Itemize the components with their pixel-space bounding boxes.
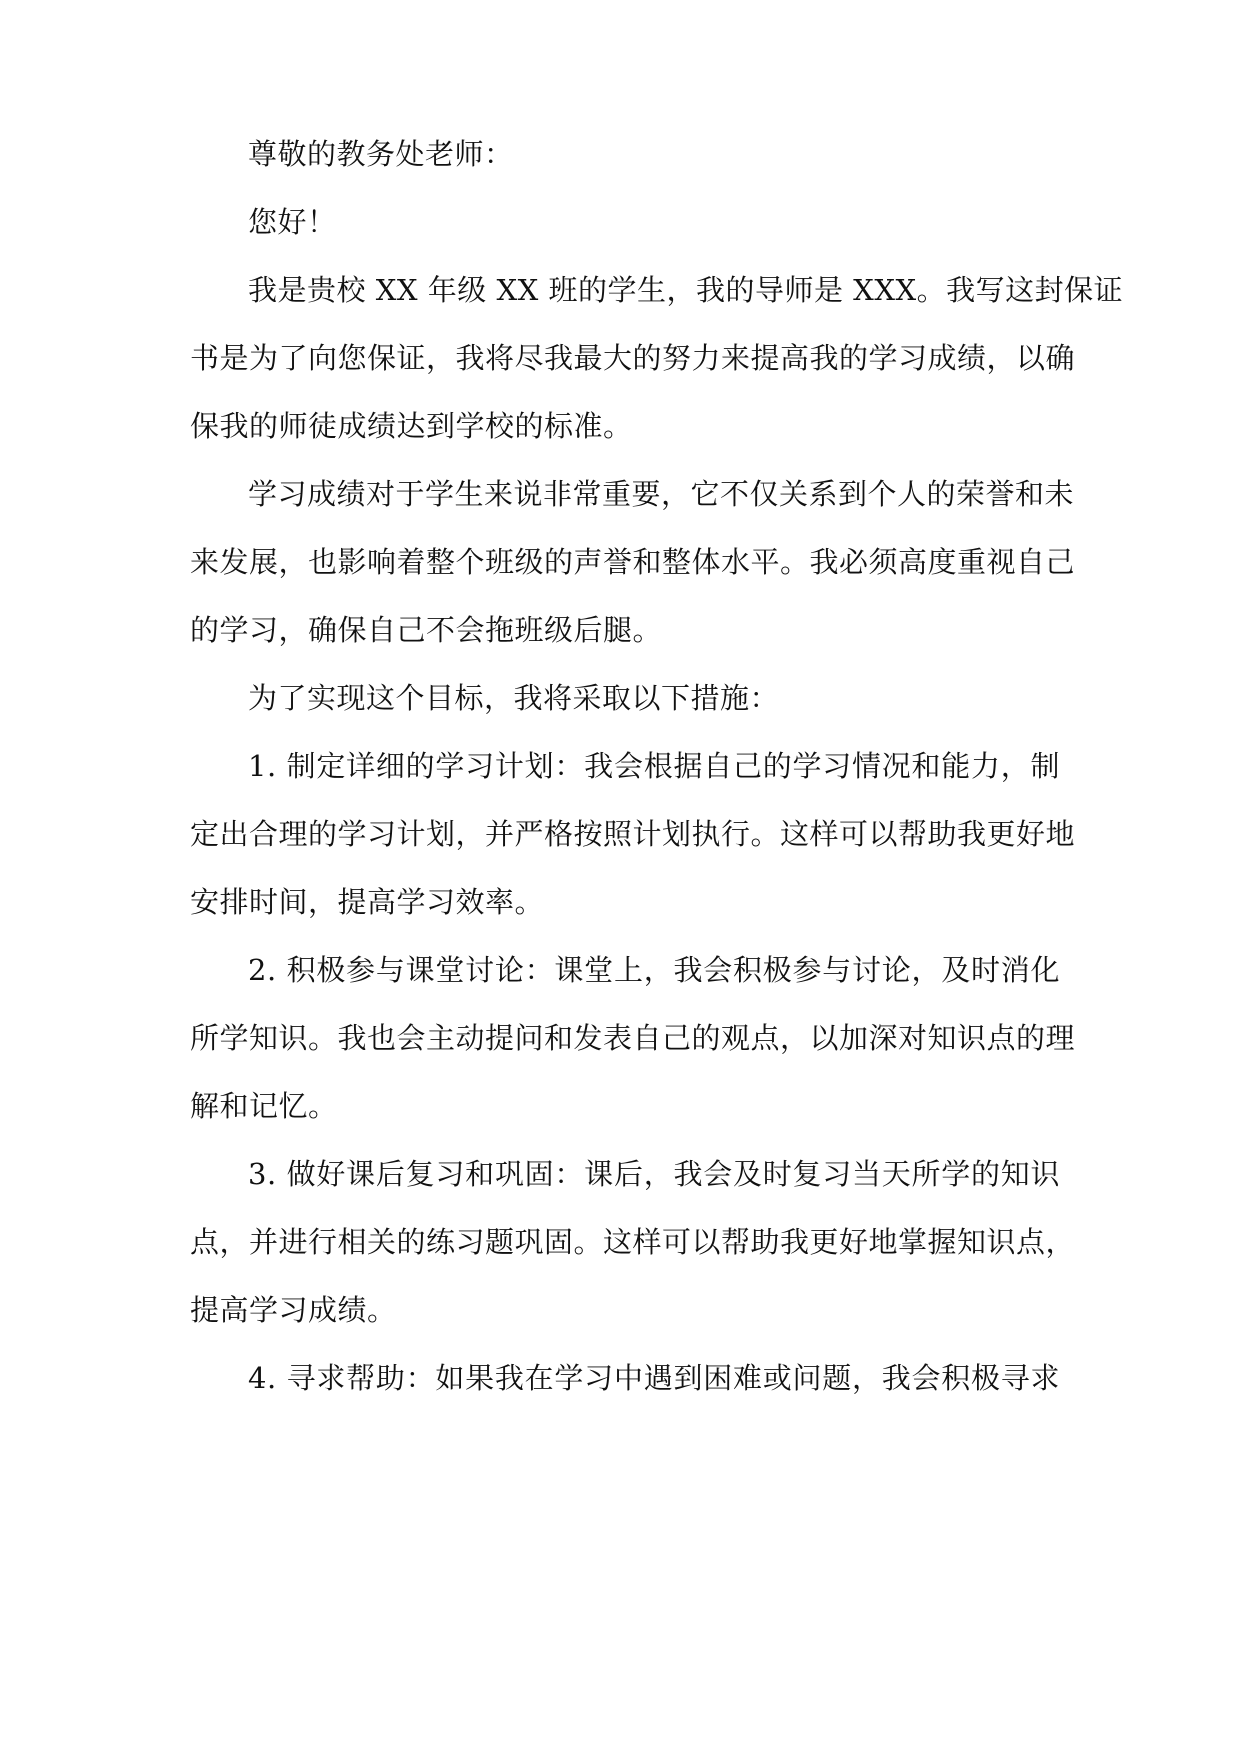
list-item-line: 4. 寻求帮助：如果我在学习中遇到困难或问题，我会积极寻求 <box>248 1361 1060 1395</box>
list-item-line: 1. 制定详细的学习计划：我会根据自己的学习情况和能力，制 <box>248 749 1060 783</box>
list-item-line: 所学知识。我也会主动提问和发表自己的观点，以加深对知识点的理 <box>190 1021 1076 1055</box>
list-item-line: 安排时间，提高学习效率。 <box>190 885 545 919</box>
paragraph-line: 为了实现这个目标，我将采取以下措施： <box>248 681 780 715</box>
list-item-line: 点，并进行相关的练习题巩固。这样可以帮助我更好地掌握知识点， <box>190 1225 1076 1259</box>
list-item-line: 解和记忆。 <box>190 1089 338 1123</box>
paragraph-line: 学习成绩对于学生来说非常重要，它不仅关系到个人的荣誉和未 <box>248 477 1075 511</box>
list-item-line: 3. 做好课后复习和巩固：课后，我会及时复习当天所学的知识 <box>248 1157 1060 1191</box>
list-item-line: 2. 积极参与课堂讨论：课堂上，我会积极参与讨论，及时消化 <box>248 953 1060 987</box>
paragraph-line: 保我的师徒成绩达到学校的标准。 <box>190 409 633 443</box>
salutation: 尊敬的教务处老师： <box>248 137 514 171</box>
greeting: 您好！ <box>248 205 337 239</box>
list-item-line: 定出合理的学习计划，并严格按照计划执行。这样可以帮助我更好地 <box>190 817 1076 851</box>
paragraph-line: 的学习，确保自己不会拖班级后腿。 <box>190 613 663 647</box>
paragraph-line: 来发展，也影响着整个班级的声誉和整体水平。我必须高度重视自己 <box>190 545 1076 579</box>
paragraph-line: 书是为了向您保证，我将尽我最大的努力来提高我的学习成绩，以确 <box>190 341 1076 375</box>
paragraph-line: 我是贵校 XX 年级 XX 班的学生，我的导师是 XXX。我写这封保证 <box>248 273 1124 307</box>
list-item-line: 提高学习成绩。 <box>190 1293 397 1327</box>
